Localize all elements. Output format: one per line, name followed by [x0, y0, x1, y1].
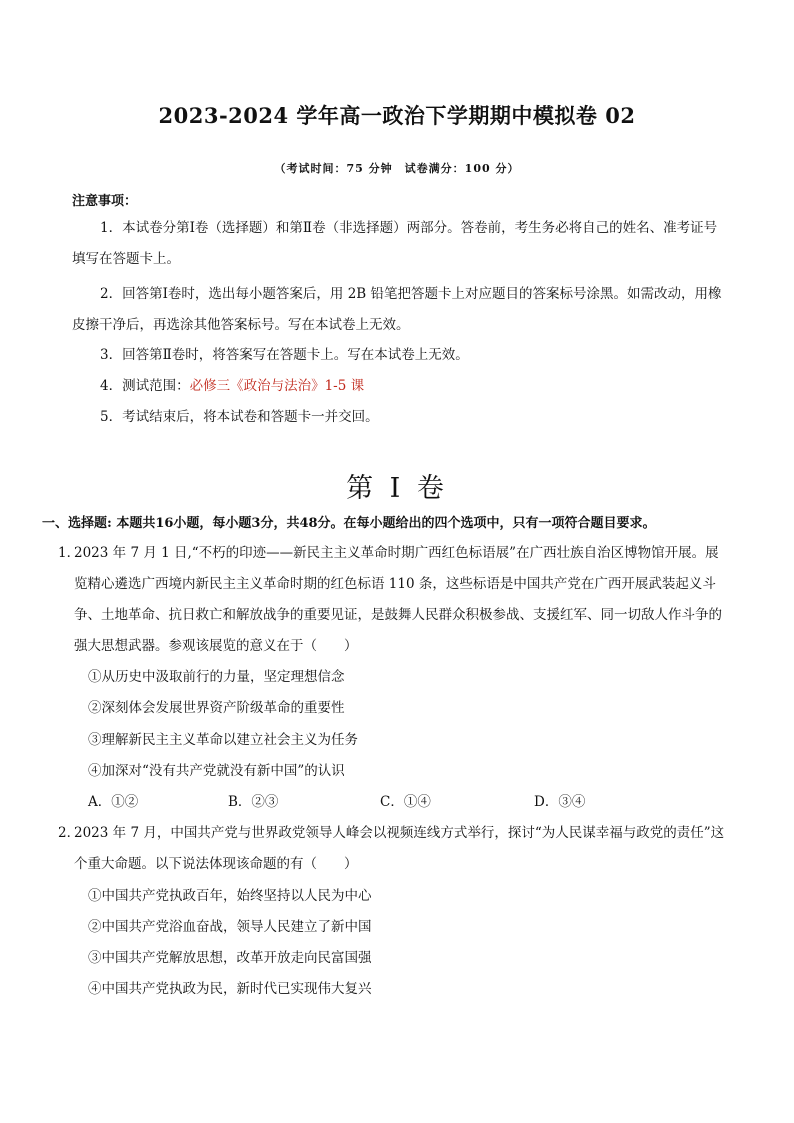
- notice-item-3: 3．回答第Ⅱ卷时，将答案写在答题卡上。写在本试卷上无效。: [100, 347, 469, 363]
- question-2-option-3: ③中国共产党解放思想，改革开放走向民富国强: [88, 950, 372, 966]
- question-2-option-1: ①中国共产党执政百年，始终坚持以人民为中心: [88, 888, 372, 904]
- notice-item-2: 2．回答第Ⅰ卷时，选出每小题答案后，用 2B 铅笔把答题卡上对应题目的答案标号涂黑。如需改动，用橡皮擦干净后，再选涂其他答案标号。写在本试卷上无效。: [72, 286, 722, 333]
- question-1: [58, 538, 726, 662]
- choice-b: B．②③: [228, 794, 279, 810]
- choice-a: A．①②: [88, 794, 139, 810]
- section-instruction: 一、选择题: 本题共16小题，每小题3分，共48分。在每小题给出的四个选项中，只有一项符合题目要求。: [42, 516, 656, 531]
- question-2-option-2: ②中国共产党浴血奋战，领导人民建立了新中国: [88, 919, 372, 935]
- question-1-option-2: ②深刻体会发展世界资产阶级革命的重要性: [88, 700, 345, 716]
- question-1-option-3: ③理解新民主主义革命以建立社会主义为任务: [88, 732, 358, 748]
- question-1-option-4: ④加深对“没有共产党就没有新中国”的认识: [88, 763, 345, 779]
- question-number: 1．: [58, 545, 81, 561]
- notice-item-1: 1．本试卷分第Ⅰ卷（选择题）和第Ⅱ卷（非选择题）两部分。答卷前，考生务必将自己的姓名、准考证号填写在答题卡上。: [72, 220, 718, 267]
- question-text: 2023 年 7 月，中国共产党与世界政党领导人峰会以视频连线方式举行，探讨“为人民谋幸福与政党的责任”这个重大命题。以下说法体现该命题的有（ ）: [74, 825, 725, 872]
- question-text: 2023 年 7 月 1 日,“不朽的印迹——新民主主义革命时期广西红色标语展”在广西壮族自治区博物馆开展。展览精心遴选广西境内新民主主义革命时期的红色标语 110 条，这些标语是中国共产党在广西开展武装起义斗争、土地革命、抗日救亡和解放战争的重要见证，是鼓舞人民群众积极参战、支援红军、同一切敌人作斗争的强大思想武器。参观该展览的意义在于（ ）: [74, 545, 722, 654]
- section-title: 第 I 卷: [346, 473, 448, 504]
- notice-item-4: 4．测试范围：必修三《政治与法治》1-5 课: [100, 378, 365, 394]
- test-scope: 必修三《政治与法治》1-5 课: [189, 378, 365, 394]
- question-number: 2．: [58, 825, 81, 841]
- question-2-option-4: ④中国共产党执政为民，新时代已实现伟大复兴: [88, 981, 372, 997]
- choice-c: C．①④: [380, 794, 431, 810]
- notice-item-5: 5．考试结束后，将本试卷和答题卡一并交回。: [100, 409, 379, 425]
- notice-heading: 注意事项：: [72, 194, 138, 209]
- exam-subtitle: （考试时间：75 分钟 试卷满分：100 分）: [274, 162, 520, 175]
- choice-d: D．③④: [534, 794, 586, 810]
- question-1-option-1: ①从历史中汲取前行的力量，坚定理想信念: [88, 669, 345, 685]
- exam-title: 2023-2024 学年高一政治下学期期中模拟卷 02: [158, 103, 636, 128]
- question-2: [58, 818, 726, 880]
